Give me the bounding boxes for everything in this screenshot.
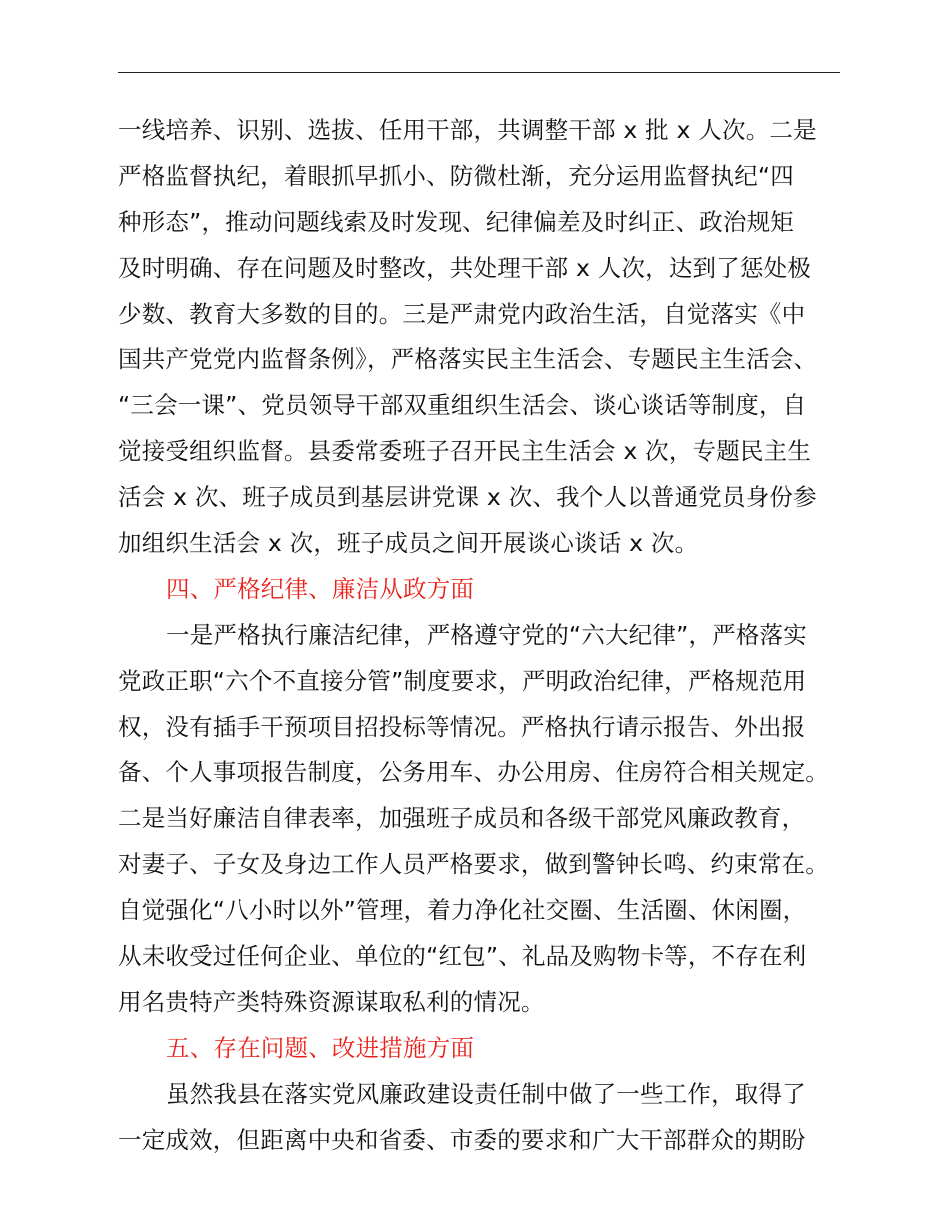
text-line: “三会一课”、党员领导干部双重组织生活会、谈心谈话等制度，自 <box>118 391 807 420</box>
paragraph-first-line: 一是严格执行廉洁纪律，严格遵守党的“六大纪律”，严格落实 <box>166 620 807 649</box>
text-line: 备、个人事项报告制度，公务用车、办公用房、住房符合相关规定。 <box>118 758 829 787</box>
paragraph-first-line: 虽然我县在落实党风廉政建设责任制中做了一些工作，取得了 <box>166 1079 806 1108</box>
text-line: 权，没有插手干预项目招投标等情况。严格执行请示报告、外出报 <box>118 712 806 741</box>
text-line: 严格监督执纪，着眼抓早抓小、防微杜渐，充分运用监督执纪“四 <box>118 161 794 190</box>
section-heading-5: 五、存在问题、改进措施方面 <box>166 1033 475 1062</box>
text-line: 用名贵特产类特殊资源谋取私利的情况。 <box>118 987 545 1016</box>
text-line: 对妻子、子女及身边工作人员严格要求，做到警钟长鸣、约束常在。 <box>118 850 829 879</box>
text-line: 党政正职“六个不直接分管”制度要求，严明政治纪律，严格规范用 <box>118 666 807 695</box>
text-line: 觉接受组织监督。县委常委班子召开民主生活会 x 次，专题民主生 <box>118 437 812 466</box>
text-line: 种形态”，推动问题线索及时发现、纪律偏差及时纠正、政治规矩 <box>118 207 794 236</box>
text-line: 加组织生活会 x 次，班子成员之间开展谈心谈话 x 次。 <box>118 529 699 558</box>
text-line: 一定成效，但距离中央和省委、市委的要求和广大干部群众的期盼 <box>118 1125 806 1154</box>
text-line: 国共产党党内监督条例》，严格落实民主生活会、专题民主生活会、 <box>118 345 818 374</box>
text-line: 少数、教育大多数的目的。三是严肃党内政治生活，自觉落实《中 <box>118 299 806 328</box>
text-line: 及时明确、存在问题及时整改，共处理干部 x 人次，达到了惩处极 <box>118 253 812 282</box>
text-line: 二是当好廉洁自律表率，加强班子成员和各级干部党风廉政教育， <box>118 804 806 833</box>
header-rule <box>118 72 840 73</box>
text-line: 从未收受过任何企业、单位的“红包”、礼品及购物卡等，不存在利 <box>118 942 807 971</box>
text-line: 自觉强化“八小时以外”管理，着力净化社交圈、生活圈、休闲圈， <box>118 896 807 925</box>
document-body <box>118 108 848 1163</box>
text-line: 一线培养、识别、选拔、任用干部，共调整干部 x 批 x 人次。二是 <box>118 116 817 144</box>
section-heading-4: 四、严格纪律、廉洁从政方面 <box>166 574 475 603</box>
text-line: 活会 x 次、班子成员到基层讲党课 x 次、我个人以普通党员身份参 <box>118 483 817 512</box>
